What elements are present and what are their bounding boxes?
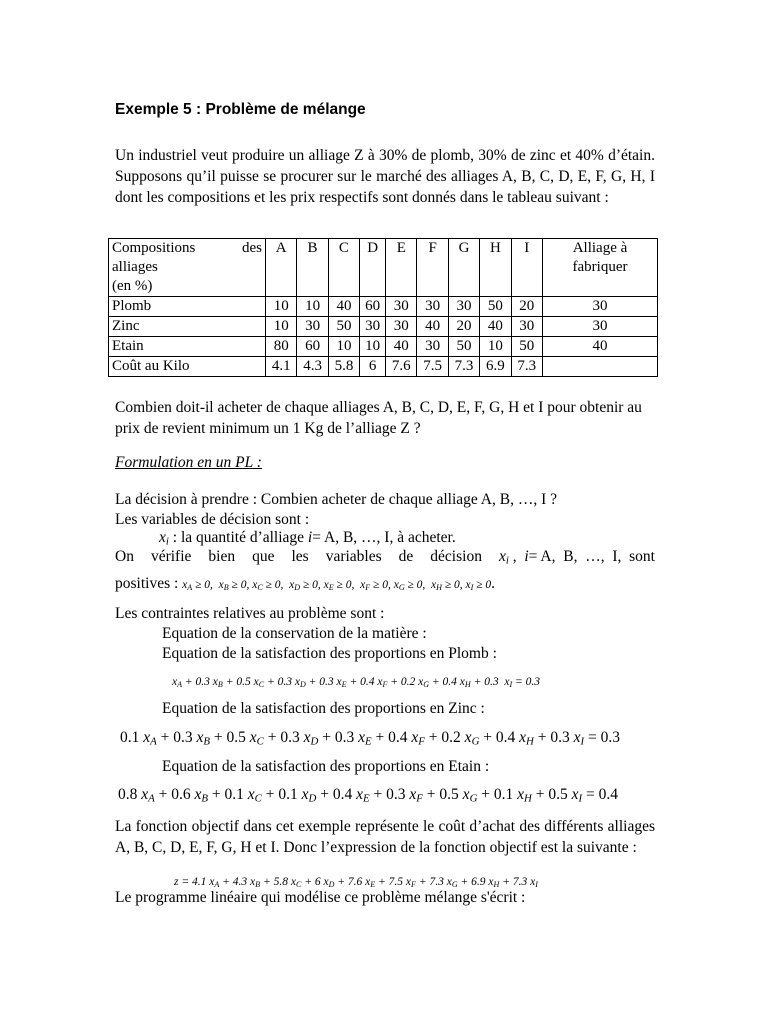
- verify-word: On: [115, 548, 134, 565]
- target-cell: 30: [543, 297, 658, 317]
- zinc-equation: 0.1 $x_A + 0.3$ $x_B + 0.5$ $x_C + 0.3$ $x_D + 0.3$ $x_E + 0.4$ $x_F + 0.2$ $x_G + 0.4$ $x_H + 0.3$ $x_I = 0.3$: [120, 729, 621, 748]
- header-compositions-cell: [109, 239, 266, 297]
- table-cell: 10: [328, 337, 359, 357]
- table-cell: 7.3: [511, 357, 542, 377]
- table-cell: 5.8: [328, 357, 359, 377]
- table-cell: 10: [266, 297, 297, 317]
- table-cell: 10: [266, 317, 297, 337]
- decision-line: La décision à prendre : Combien acheter de chaque alliage A, B, …, I ?: [115, 491, 558, 508]
- target-cell: 40: [543, 337, 658, 357]
- header-alloy-c: C: [328, 239, 359, 297]
- variables-line: Les variables de décision sont :: [115, 511, 310, 528]
- conservation-line: Equation de la conservation de la matière :: [162, 625, 427, 642]
- final-line: Le programme linéaire qui modélise ce problème mélange s'écrit :: [115, 889, 526, 906]
- verify-word: bien: [208, 548, 236, 565]
- header-alloy-a: A: [266, 239, 297, 297]
- table-row: [109, 357, 658, 377]
- header-alloy-e: E: [386, 239, 417, 297]
- header-alloy-d: D: [360, 239, 386, 297]
- etain-equation: 0.8 $x_A + 0.6$ $x_B + 0.1$ $x_C + 0.1$ $x_D + 0.4$ $x_E + 0.3$ $x_F + 0.5$ $x_G + 0.1$ $x_H + 0.5$ $x_I = 0.4$: [118, 786, 619, 805]
- table-cell: 20: [448, 317, 479, 337]
- zinc-equation-title: Equation de la satisfaction des proportions en Zinc :: [162, 700, 485, 717]
- table-cell: 4.3: [297, 357, 328, 377]
- table-header-row: [109, 239, 658, 297]
- var-def-text: : la quantité d’alliage: [168, 529, 308, 546]
- table-cell: 6: [360, 357, 386, 377]
- table-cell: 50: [448, 337, 479, 357]
- verify-word: que: [252, 548, 275, 565]
- verify-word: les: [291, 548, 309, 565]
- row-label: Plomb: [109, 297, 266, 317]
- verify-word: décision: [430, 548, 482, 565]
- section-title: Exemple 5 : Problème de mélange: [115, 101, 366, 118]
- table-cell: 30: [360, 317, 386, 337]
- table-cell: 50: [328, 317, 359, 337]
- table-cell: 20: [511, 297, 542, 317]
- positives-label: positives :: [115, 575, 179, 592]
- table-cell: 7.3: [448, 357, 479, 377]
- table-cell: 30: [386, 297, 417, 317]
- table-cell: 40: [480, 317, 511, 337]
- row-label: Coût au Kilo: [109, 357, 266, 377]
- row-label: Etain: [109, 337, 266, 357]
- table-cell: 40: [328, 297, 359, 317]
- table-cell: 30: [386, 317, 417, 337]
- variable-definition: [159, 529, 456, 547]
- header-compositions-word: Compositions: [112, 240, 196, 256]
- objective-paragraph: La fonction objectif dans cet exemple représente le coût d’achat des différents alliages A, B, C, D, E, F, G, H et I. Donc l’expression de la fonction objectif est la suivante :: [115, 818, 655, 856]
- table-row: [109, 317, 658, 337]
- table-cell: 10: [480, 337, 511, 357]
- var-def-range: = A, B, …, I, à acheter.: [312, 529, 456, 546]
- etain-equation-title: Equation de la satisfaction des proportions en Etain :: [162, 758, 490, 775]
- header-alliages-word: alliages: [112, 259, 158, 275]
- plomb-equation: $x_A + 0.3$ $x_B + 0.5$ $x_C + 0.3$ $x_D + 0.3$ $x_E + 0.4$ $x_F + 0.2$ $x_G + 0.4$ $x_H + 0.3$ $x_I = 0.3$: [172, 676, 541, 689]
- table-cell: 40: [417, 317, 448, 337]
- header-alloy-f: F: [417, 239, 448, 297]
- verify-word: de: [398, 548, 414, 565]
- var-symbol: $x_i$: [159, 529, 169, 548]
- table-cell: 4.1: [266, 357, 297, 377]
- table-cell: 60: [297, 337, 328, 357]
- var-index: i: [307, 529, 313, 546]
- verify-word: vérifie: [150, 548, 192, 565]
- table-cell: 60: [360, 297, 386, 317]
- table-cell: 50: [511, 337, 542, 357]
- header-alloy-h: H: [480, 239, 511, 297]
- table-row: [109, 337, 658, 357]
- header-alloy-i: I: [511, 239, 542, 297]
- header-alloy-b: B: [297, 239, 328, 297]
- formulation-title: Formulation en un PL :: [115, 454, 262, 471]
- target-cell: [543, 357, 658, 377]
- table-cell: 7.6: [386, 357, 417, 377]
- table-cell: 6.9: [480, 357, 511, 377]
- header-des-word: des: [242, 240, 262, 256]
- table-cell: 80: [266, 337, 297, 357]
- table-cell: 30: [448, 297, 479, 317]
- table-cell: 7.5: [417, 357, 448, 377]
- row-label: Zinc: [109, 317, 266, 337]
- header-alloy-g: G: [448, 239, 479, 297]
- table-cell: 30: [417, 297, 448, 317]
- table-cell: 10: [297, 297, 328, 317]
- verify-tail: $x_i$ , i= A, B, …, I, sont: [498, 548, 655, 567]
- verify-line: [115, 548, 655, 566]
- constraints-intro: Les contraintes relatives au problème sont :: [115, 605, 385, 622]
- table-cell: 40: [386, 337, 417, 357]
- plomb-equation-title: Equation de la satisfaction des proportions en Plomb :: [162, 645, 497, 662]
- verify-word: variables: [325, 548, 382, 565]
- question-paragraph: Combien doit-il acheter de chaque alliages A, B, C, D, E, F, G, H et I pour obtenir au prix de revient minimum un 1 Kg de l’alliage Z ?: [115, 399, 642, 437]
- objective-function: z = 4.1 $x_A + 4.3$ $x_B + 5.8$ $x_C + 6$ $x_D + 7.6$ $x_E + 7.5$ $x_F + 7.3$ $x_G + 6.9$ $x_H + 7.3$ $x_I$: [174, 876, 538, 889]
- positives-line: positives : $x_A \ge 0$, $x_B \ge 0$, $x_C \ge 0$, $x_D \ge 0$, $x_E \ge 0$, $x_F \ge 0$, $x_G \ge 0$, $x_H \ge 0$, $x_I \ge 0$.: [115, 575, 496, 592]
- table-cell: 10: [360, 337, 386, 357]
- table-cell: 30: [417, 337, 448, 357]
- composition-table: [108, 238, 658, 377]
- table-row: [109, 297, 658, 317]
- table-cell: 30: [511, 317, 542, 337]
- target-cell: 30: [543, 317, 658, 337]
- nonnegativity-constraints: $x_A \ge 0$, $x_B \ge 0$, $x_C \ge 0$, $x_D \ge 0$, $x_E \ge 0$, $x_F \ge 0$, $x_G \ge 0$, $x_H \ge 0$, $x_I \ge 0$: [182, 579, 492, 592]
- table-cell: 30: [297, 317, 328, 337]
- header-unit: (en %): [112, 278, 153, 294]
- intro-paragraph: Un industriel veut produire un alliage Z à 30% de plomb, 30% de zinc et 40% d’étain. Supposons qu’il puisse se procurer sur le marché des alliages A, B, C, D, E, F, G, H, I dont les compositions et les prix respectifs sont donnés dans le tableau suivant :: [115, 147, 655, 206]
- table-cell: 50: [480, 297, 511, 317]
- header-target-alloy: Alliage à fabriquer: [543, 239, 658, 297]
